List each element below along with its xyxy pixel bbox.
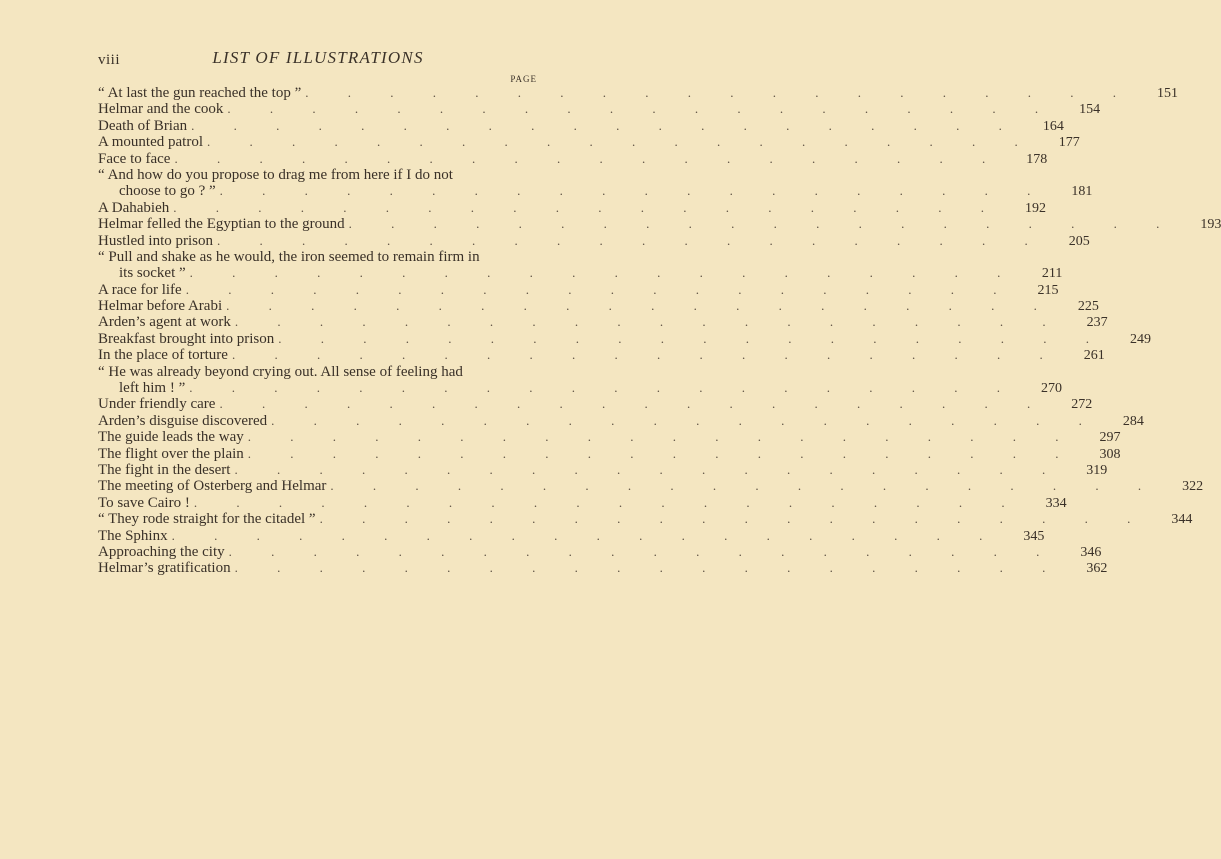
- list-item: [98, 314, 1108, 331]
- illustration-title: “ At last the gun reached the top ”: [98, 85, 302, 101]
- illustration-title: The flight over the plain: [98, 445, 244, 462]
- page-reference: 308: [1099, 446, 1121, 462]
- dot-leader: . . . . . . . . . . . . . . . . . . . .: [193, 494, 1023, 510]
- dot-leader: . . . . . . . . . . . . . . . . . . . .: [247, 429, 1077, 445]
- dot-leader: . . . . . . . . . . . . . . . . . . . .: [231, 347, 1061, 363]
- entry-line: [98, 429, 1121, 446]
- list-item: [98, 216, 1221, 233]
- illustration-title: Helmar and the cook: [98, 101, 224, 118]
- illustration-title: In the place of torture: [98, 347, 228, 364]
- list-item: [98, 363, 1062, 397]
- illustration-title: “ Pull and shake as he would, the iron seemed to remain firm in: [98, 248, 480, 265]
- page-reference: 193: [1200, 217, 1221, 233]
- dot-leader: . . . . . . . . . . . . . . . . . . . .: [278, 330, 1107, 346]
- page-column-label: PAGE: [510, 74, 537, 84]
- page-reference: 345: [1023, 528, 1045, 544]
- running-title: LIST OF ILLUSTRATIONS: [212, 48, 424, 67]
- page-reference: 215: [1037, 282, 1059, 298]
- list-item: [98, 429, 1121, 446]
- entry-line: [98, 364, 538, 380]
- illustration-title: The guide leads the way: [98, 429, 244, 446]
- page-reference: 177: [1058, 135, 1080, 151]
- dot-leader: . . . . . . . . . . . . . . . . . . . .: [271, 412, 1100, 428]
- entry-continuation-line: [98, 380, 1062, 397]
- entry-line: [98, 396, 1093, 413]
- dot-leader: . . . . . . . . . . . . . . . . . . . .: [173, 199, 1002, 215]
- list-item: [98, 560, 1108, 577]
- illustration-title: The meeting of Osterberg and Helmar: [98, 478, 327, 495]
- illustration-title: Approaching the city: [98, 543, 225, 560]
- illustration-title: “ And how do you propose to drag me from here if I do not: [98, 166, 453, 183]
- entry-line: [98, 511, 1193, 528]
- page-header: [98, 48, 538, 70]
- illustration-title: choose to go ? ”: [119, 183, 216, 200]
- dot-leader: . . . . . . . . . . . . . . . . . . . .: [348, 216, 1178, 232]
- page-reference: 322: [1182, 479, 1204, 495]
- page-reference: 362: [1086, 561, 1108, 577]
- entry-continuation-line: [98, 183, 1093, 200]
- list-item: [98, 478, 1204, 495]
- entry-line: [98, 527, 1045, 544]
- illustration-title: Arden’s agent at work: [98, 314, 231, 331]
- entry-line: [98, 461, 1108, 478]
- entry-line: [98, 199, 1046, 216]
- entry-line: [98, 85, 1179, 101]
- list-item: [98, 347, 1105, 364]
- list-item: [98, 199, 1046, 216]
- entry-line: [98, 101, 1101, 118]
- entry-line: [98, 314, 1108, 331]
- dot-leader: . . . . . . . . . . . . . . . . . . . .: [226, 298, 1055, 314]
- list-item: [98, 166, 1093, 200]
- illustration-title: The fight in the desert: [98, 461, 231, 478]
- list-item: [98, 527, 1045, 544]
- illustration-title: A Dahabieh: [98, 199, 170, 216]
- dot-leader: . . . . . . . . . . . . . . . . . . . .: [191, 117, 1020, 133]
- page-reference: 249: [1129, 331, 1151, 347]
- dot-leader: . . . . . . . . . . . . . . . . . . . .: [228, 543, 1058, 559]
- page-reference: 225: [1077, 299, 1099, 315]
- list-item: [98, 412, 1144, 429]
- list-item: [98, 117, 1064, 134]
- entry-continuation-line: [98, 265, 1063, 282]
- list-item: [98, 396, 1093, 413]
- entry-line: [98, 117, 1064, 134]
- list-item: [98, 134, 1080, 151]
- page-reference: 237: [1086, 315, 1108, 331]
- entry-line: [98, 281, 1059, 298]
- dot-leader: . . . . . . . . . . . . . . . . . . . .: [185, 281, 1015, 297]
- entry-line: [98, 543, 1102, 560]
- list-item: [98, 281, 1059, 298]
- illustration-title: Hustled into prison: [98, 232, 213, 249]
- illustration-title: Face to face: [98, 150, 171, 167]
- illustration-title: Death of Brian: [98, 117, 188, 134]
- entry-line: [98, 216, 1221, 233]
- dot-leader: . . . . . . . . . . . . . . . . . . . .: [330, 478, 1160, 494]
- entry-line: [98, 347, 1105, 364]
- entry-line: [98, 412, 1144, 429]
- page-reference: 192: [1024, 200, 1046, 216]
- illustration-title: To save Cairo !: [98, 494, 190, 511]
- entry-line: [98, 134, 1080, 151]
- illustration-title: its socket ”: [119, 265, 186, 282]
- entry-line: [98, 560, 1108, 577]
- dot-leader: . . . . . . . . . . . . . . . . . . . .: [171, 527, 1001, 543]
- illustration-title: “ He was already beyond crying out. All sense of feeling had: [98, 363, 463, 380]
- page-reference: 272: [1071, 397, 1093, 413]
- page-number: viii: [98, 52, 121, 68]
- illustration-title: Breakfast brought into prison: [98, 330, 275, 347]
- dot-leader: . . . . . . . . . . . . . . . . . . . .: [217, 232, 1046, 248]
- entry-line: [98, 249, 538, 265]
- illustration-title: Helmar felled the Egyptian to the ground: [98, 216, 345, 233]
- entry-line: [98, 494, 1067, 511]
- list-item: [98, 543, 1102, 560]
- list-item: [98, 298, 1099, 315]
- page-reference: 151: [1157, 86, 1179, 101]
- page-reference: 344: [1171, 512, 1193, 528]
- page-reference: 164: [1042, 118, 1064, 134]
- page-reference: 319: [1086, 462, 1108, 478]
- illustration-title: Helmar’s gratification: [98, 560, 231, 577]
- page-reference: 154: [1079, 102, 1101, 118]
- list-item: [98, 232, 1090, 249]
- page-reference: 270: [1040, 381, 1062, 397]
- dot-leader: . . . . . . . . . . . . . . . . . . . .: [234, 560, 1064, 576]
- illustration-title: The Sphinx: [98, 527, 168, 544]
- dot-leader: . . . . . . . . . . . . . . . . . . . .: [234, 314, 1064, 330]
- list-item: [98, 494, 1067, 511]
- dot-leader: . . . . . . . . . . . . . . . . . . . .: [227, 101, 1057, 117]
- entry-line: [98, 445, 1121, 462]
- list-item: [98, 101, 1101, 118]
- list-item: [98, 461, 1108, 478]
- illustration-title: A mounted patrol: [98, 134, 203, 151]
- dot-leader: . . . . . . . . . . . . . . . . . . . .: [174, 150, 1004, 166]
- page-reference: 211: [1041, 266, 1063, 282]
- illustrations-list: [98, 85, 1221, 577]
- page-reference: 261: [1083, 348, 1105, 364]
- illustration-title: left him ! ”: [119, 380, 186, 397]
- illustration-title: “ They rode straight for the citadel ”: [98, 511, 316, 528]
- dot-leader: . . . . . . . . . . . . . . . . . . . .: [189, 265, 1019, 281]
- illustration-title: Arden’s disguise discovered: [98, 412, 268, 429]
- dot-leader: . . . . . . . . . . . . . . . . . . . .: [207, 134, 1036, 150]
- illustration-title: A race for life: [98, 281, 182, 298]
- entry-line: [98, 298, 1099, 315]
- entry-line: [98, 232, 1090, 249]
- illustration-title: Helmar before Arabi: [98, 298, 223, 315]
- entry-line: [98, 150, 1048, 167]
- illustration-title: Under friendly care: [98, 396, 216, 413]
- page-reference: 178: [1026, 151, 1048, 167]
- entry-line: [98, 478, 1204, 495]
- page-reference: 181: [1071, 184, 1093, 200]
- page-reference: 205: [1068, 233, 1090, 249]
- dot-leader: . . . . . . . . . . . . . . . . . . . .: [234, 461, 1064, 477]
- list-item: [98, 445, 1121, 462]
- dot-leader: . . . . . . . . . . . . . . . . . . . .: [219, 183, 1049, 199]
- page-reference: 346: [1080, 544, 1102, 560]
- list-item: [98, 248, 1063, 282]
- dot-leader: . . . . . . . . . . . . . . . . . . . .: [305, 85, 1135, 100]
- list-item: [98, 511, 1193, 528]
- dot-leader: . . . . . . . . . . . . . . . . . . . .: [247, 445, 1077, 461]
- dot-leader: . . . . . . . . . . . . . . . . . . . .: [189, 380, 1018, 396]
- page-reference: 334: [1045, 495, 1067, 511]
- page-reference: 297: [1099, 430, 1121, 446]
- list-item: [98, 85, 1179, 101]
- entry-line: [98, 167, 538, 183]
- list-item: [98, 330, 1151, 347]
- dot-leader: . . . . . . . . . . . . . . . . . . . .: [219, 396, 1049, 412]
- list-item: [98, 150, 1048, 167]
- page-reference: 284: [1122, 413, 1144, 429]
- dot-leader: . . . . . . . . . . . . . . . . . . . .: [319, 511, 1149, 527]
- entry-line: [98, 330, 1151, 347]
